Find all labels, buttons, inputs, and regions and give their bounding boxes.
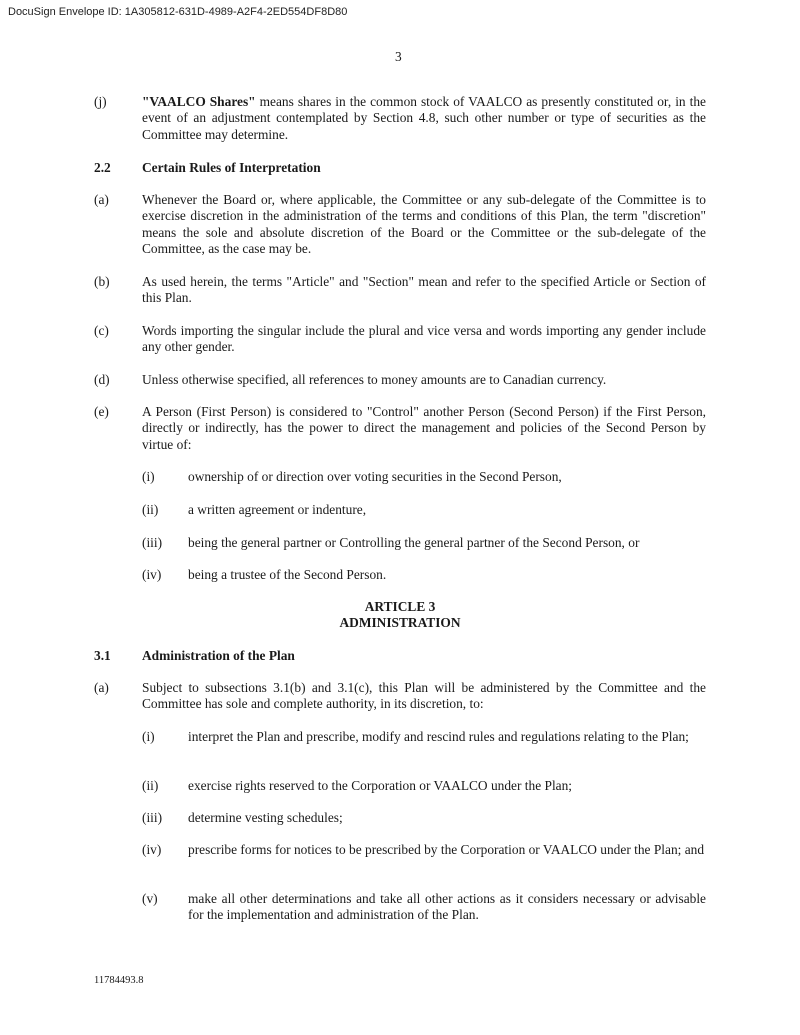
definition-item-j <box>94 94 706 143</box>
subclause-2-2-e-iv <box>142 567 706 583</box>
subclause-2-2-e-iii <box>142 535 706 551</box>
clause-2-2-e <box>94 404 706 453</box>
section-number: 3.1 <box>94 648 111 663</box>
item-label: (iv) <box>142 567 162 582</box>
item-label: (d) <box>94 372 110 387</box>
section-heading-3-1 <box>94 648 706 664</box>
clause-2-2-c <box>94 323 706 356</box>
item-text: Words importing the singular include the plural and vice versa and words importing any gender include any other gender. <box>142 323 706 355</box>
item-text: being the general partner or Controlling the general partner of the Second Person, or <box>188 535 640 550</box>
item-label: (e) <box>94 404 109 419</box>
item-label: (iii) <box>142 535 163 550</box>
item-text: determine vesting schedules; <box>188 810 343 825</box>
item-text: Subject to subsections 3.1(b) and 3.1(c), this Plan will be administered by the Committee and the Committee has sole and complete authority, in its discretion, to: <box>142 680 706 712</box>
page-number: 3 <box>395 49 402 64</box>
subclause-3-1-a-i <box>142 729 706 745</box>
subclause-3-1-a-v <box>142 891 706 924</box>
item-label: (a) <box>94 192 109 207</box>
item-text: being a trustee of the Second Person. <box>188 567 387 582</box>
item-label: (c) <box>94 323 109 338</box>
section-title: Certain Rules of Interpretation <box>142 160 321 175</box>
item-label: (iii) <box>142 810 163 825</box>
article-number: ARTICLE 3 <box>364 599 436 614</box>
clause-2-2-b <box>94 274 706 307</box>
item-text <box>142 94 706 143</box>
item-text: prescribe forms for notices to be prescribed by the Corporation or VAALCO under the Plan; and <box>188 842 705 857</box>
item-label: (j) <box>94 94 107 109</box>
section-number: 2.2 <box>94 160 111 175</box>
subclause-3-1-a-iv <box>142 842 706 858</box>
definition-text: means shares in the common stock of VAALCO as presently constituted or, in the event of an adjustment contemplated by Section 4.8, such other number or type of securities as the Committee may determine. <box>142 94 706 142</box>
docusign-envelope-id: DocuSign Envelope ID: 1A305812-631D-4989-A2F4-2ED554DF8D80 <box>8 6 348 18</box>
document-id-footer: 11784493.8 <box>94 975 144 986</box>
section-title: Administration of the Plan <box>142 648 295 663</box>
item-text: exercise rights reserved to the Corporation or VAALCO under the Plan; <box>188 778 573 793</box>
item-label: (ii) <box>142 502 159 517</box>
item-text: Whenever the Board or, where applicable, the Committee or any sub-delegate of the Committee is to exercise discretion in the administration of the terms and conditions of this Plan, the term "discretion" means the sole and absolute discretion of the Board or the Committee or the sub-delegate of the Committee, as the case may be. <box>142 192 706 257</box>
clause-2-2-d <box>94 372 706 388</box>
item-label: (a) <box>94 680 109 695</box>
item-label: (i) <box>142 729 155 744</box>
clause-2-2-a <box>94 192 706 258</box>
item-text: Unless otherwise specified, all references to money amounts are to Canadian currency. <box>142 372 607 387</box>
subclause-3-1-a-iii <box>142 810 706 826</box>
subclause-3-1-a-ii <box>142 778 706 794</box>
item-label: (iv) <box>142 842 162 857</box>
item-text: interpret the Plan and prescribe, modify and rescind rules and regulations relating to the Plan; <box>188 729 689 744</box>
item-text: As used herein, the terms "Article" and "Section" mean and refer to the specified Article or Section of this Plan. <box>142 274 706 306</box>
item-label: (ii) <box>142 778 159 793</box>
section-heading-2-2 <box>94 160 706 176</box>
item-label: (v) <box>142 891 158 906</box>
item-text: make all other determinations and take all other actions as it considers necessary or advisable for the implementation and administration of the Plan. <box>188 891 706 923</box>
item-text: A Person (First Person) is considered to "Control" another Person (Second Person) if the First Person, directly or indirectly, has the power to direct the management and policies of the Second Person by virtue of: <box>142 404 706 452</box>
subclause-2-2-e-i <box>142 469 706 485</box>
subclause-2-2-e-ii <box>142 502 706 518</box>
defined-term: "VAALCO Shares" <box>142 94 256 109</box>
item-label: (i) <box>142 469 155 484</box>
item-label: (b) <box>94 274 110 289</box>
item-text: ownership of or direction over voting securities in the Second Person, <box>188 469 562 484</box>
item-text: a written agreement or indenture, <box>188 502 367 517</box>
article-title: ADMINISTRATION <box>339 615 461 630</box>
clause-3-1-a <box>94 680 706 713</box>
